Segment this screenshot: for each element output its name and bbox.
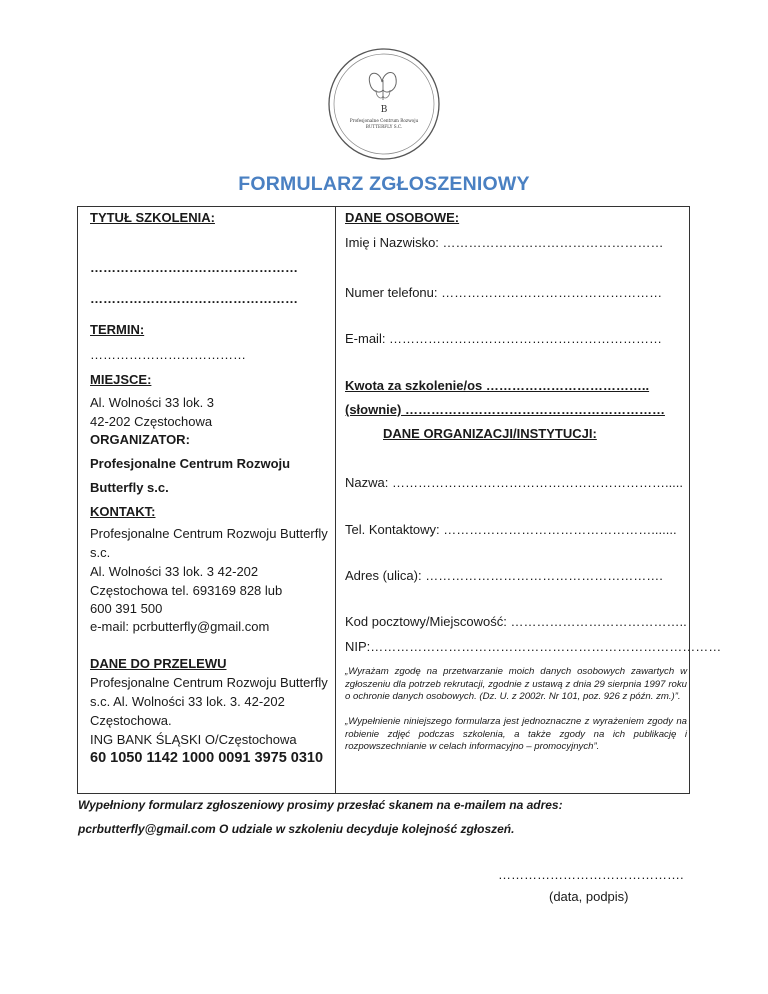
transfer-line-3: Częstochowa. [90,713,172,728]
contact-line-5: 600 391 500 [90,601,163,616]
organizer-name-line-1: Profesjonalne Centrum Rozwoju [90,456,291,471]
bank-account-number: 60 1050 1142 1000 0091 3975 0310 [90,750,324,766]
transfer-bank: ING BANK ŚLĄSKI O/Częstochowa [90,732,297,747]
contact-line-4: Częstochowa tel. 693169 828 lub [90,583,283,598]
contact-line-1: Profesjonalne Centrum Rozwoju Butterfly [90,526,328,541]
photo-consent: „Wypełnienie niniejszego formularza jest jednoznaczne z wyrażeniem zgody na robienie zdjęć podczas szkolenia, a także zgody na ich publikację i rozpowszechnianie w celach informacyjno – promocyjnych”. [345,716,687,752]
organizer-label: ORGANIZATOR: [90,432,190,447]
transfer-line-1: Profesjonalne Centrum Rozwoju Butterfly [90,675,328,690]
term-label: TERMIN: [90,322,145,337]
course-title-field-1[interactable]: ………………………………………… [90,260,298,275]
organizer-name-line-2: Butterfly s.c. [90,480,169,495]
organization-phone-field[interactable]: Tel. Kontaktowy: …………………………………………....... [345,522,677,537]
email-field[interactable]: E-mail: ……………………………………………………… [345,331,663,346]
phone-field[interactable]: Numer telefonu: …………………………………………… [345,285,663,300]
postal-code-city-field[interactable]: Kod pocztowy/Miejscowość: ………………………………….. [345,614,687,629]
signature-label: (data, podpis) [549,889,629,904]
signature-line[interactable]: ……………………………………. [498,867,684,882]
contact-email: e-mail: pcrbutterfly@gmail.com [90,619,270,634]
svg-text:BUTTERFLY S.C.: BUTTERFLY S.C. [365,124,403,129]
name-field[interactable]: Imię i Nazwisko: …………………………………………… [345,235,664,250]
data-processing-consent: „Wyrażam zgodę na przetwarzanie moich danych osobowych zawartych w zgłoszeniu dla potrzeb rekrutacji, zgodnie z ustawą z dnia 29 sierpnia 1997 roku o ochronie danych osobowych. (Dz. U. z 2002r. Nr 101, poz. 926 z późn. zm.)”. [345,666,687,702]
course-title-field-2[interactable]: ………………………………………… [90,291,298,306]
place-label: MIEJSCE: [90,372,152,387]
submission-email-note: pcrbutterfly@gmail.com O udziale w szkoleniu decyduje kolejność zgłoszeń. [78,822,515,836]
fee-field[interactable]: Kwota za szkolenie/os ……………………………….. [345,378,650,393]
form-title: FORMULARZ ZGŁOSZENIOWY [238,173,530,195]
course-title-label: TYTUŁ SZKOLENIA: [90,210,215,225]
transfer-label: DANE DO PRZELEWU [90,656,227,671]
butterfly-icon [320,40,448,168]
company-logo [320,40,448,168]
contact-line-2: s.c. [90,545,111,560]
personal-data-label: DANE OSOBOWE: [345,210,460,225]
nip-field[interactable]: NIP:……………………………………………………………………… [345,639,722,654]
submission-instruction: Wypełniony formularz zgłoszeniowy prosimy przesłać skanem na e-mailem na adres: [78,798,563,812]
svg-text:Profesjonalne Centrum Rozwoju: Profesjonalne Centrum Rozwoju [349,118,419,123]
contact-line-3: Al. Wolności 33 lok. 3 42-202 [90,564,259,579]
svg-text:B: B [380,105,388,115]
fee-in-words-field[interactable]: (słownie) …………………………………………………… [345,402,665,417]
place-address-line-1: Al. Wolności 33 lok. 3 [90,395,215,410]
organization-data-label: DANE ORGANIZACJI/INSTYTUCJI: [383,426,597,441]
transfer-line-2: s.c. Al. Wolności 33 lok. 3. 42-202 [90,694,285,709]
place-address-line-2: 42-202 Częstochowa [90,414,213,429]
organization-address-field[interactable]: Adres (ulica): ………………………………………………. [345,568,663,583]
term-field[interactable]: ……………………………… [90,347,246,362]
organization-name-field[interactable]: Nazwa: ………………………………………………………..... [345,475,684,490]
column-divider [335,206,336,794]
contact-label: KONTAKT: [90,504,156,519]
